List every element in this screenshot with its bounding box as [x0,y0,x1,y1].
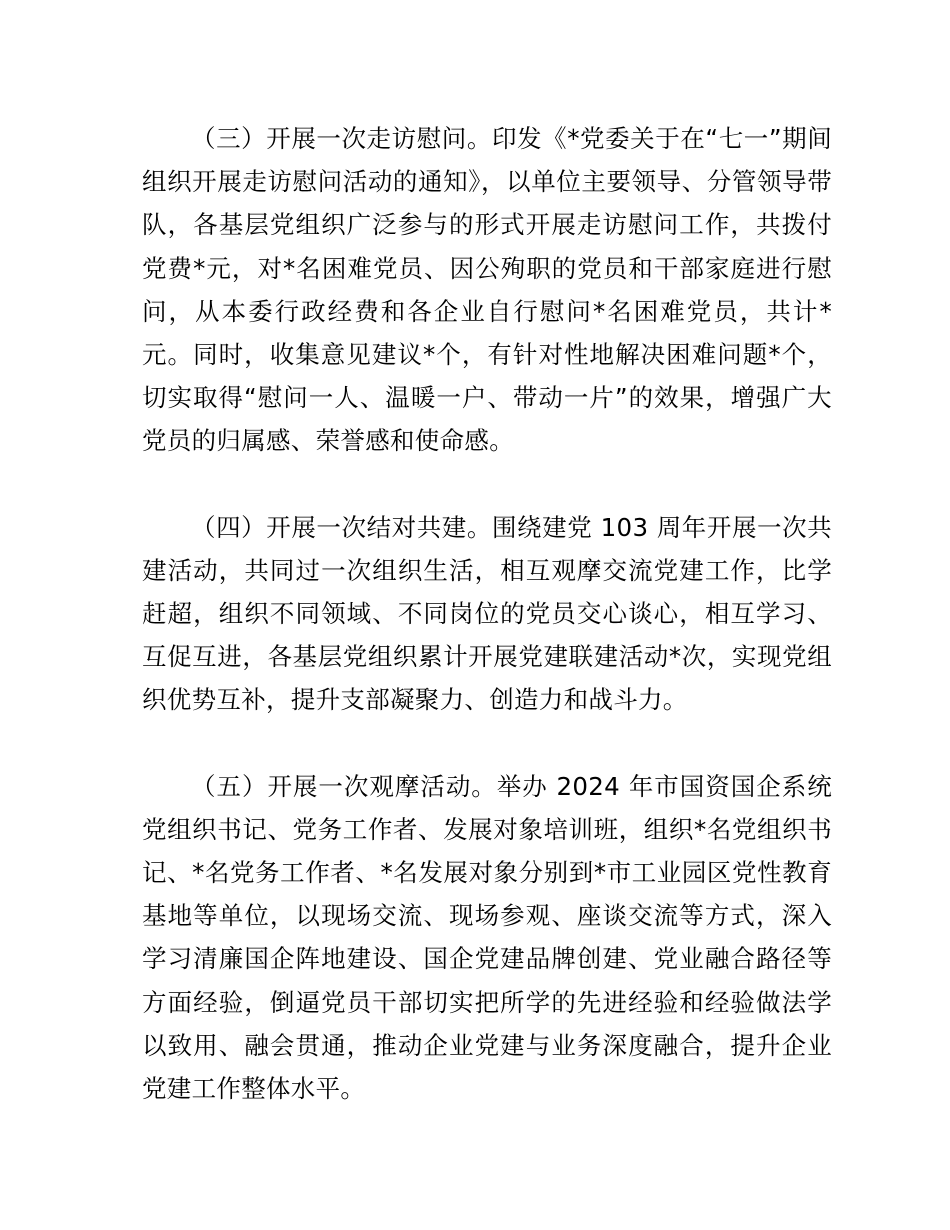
paragraph-section-3: （三）开展一次走访慰问。印发《*党委关于在“七一”期间组织开展走访慰问活动的通知》，以单位主要领导、分管领导带队，各基层党组织广泛参与的形式开展走访慰问工作，共拨付党费*元，对*名困难党员、因公殉职的党员和干部家庭进行慰问，从本委行政经费和各企业自行慰问*名困难党员，共计*元。同时，收集意见建议*个，有针对性地解决困难问题*个，切实取得“慰问一人、温暖一户、带动一片”的效果，增强广大党员的归属感、荣誉感和使命感。 [142,124,832,456]
paragraph-section-5: （五）开展一次观摩活动。举办 2024 年市国资国企系统党组织书记、党务工作者、发展对象培训班，组织*名党组织书记、*名党务工作者、*名发展对象分别到*市工业园区党性教育基地等单位，以现场交流、现场参观、座谈交流等方式，深入学习清廉国企阵地建设、国企党建品牌创建、党业融合路径等方面经验，倒逼党员干部切实把所学的先进经验和经验做法学以致用、融会贯通，推动企业党建与业务深度融合，提升企业党建工作整体水平。 [142,771,832,1104]
paragraph-section-4: （四）开展一次结对共建。围绕建党 103 周年开展一次共建活动，共同过一次组织生活，相互观摩交流党建工作，比学赶超，组织不同领域、不同岗位的党员交心谈心，相互学习、互促互进，各基层党组织累计开展党建联建活动*次，实现党组织优势互补，提升支部凝聚力、创造力和战斗力。 [142,512,832,715]
document-body [142,117,832,1110]
